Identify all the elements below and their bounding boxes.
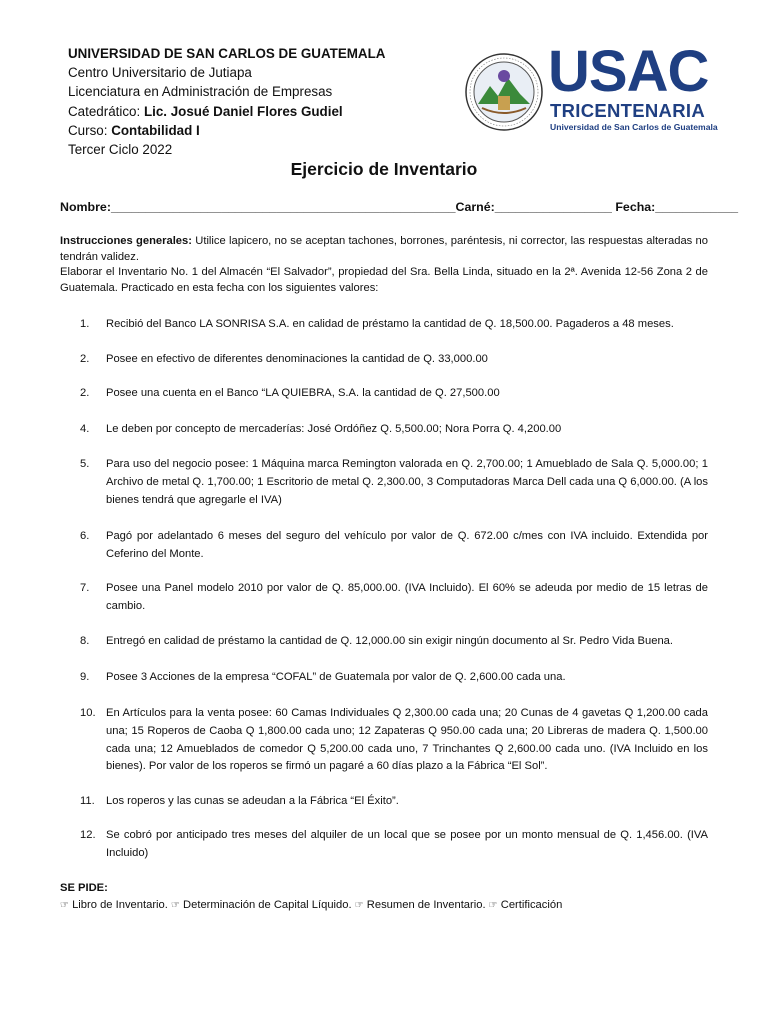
item-text: Le deben por concepto de mercaderías: José Ordóñez Q. 5,500.00; Nora Porra Q. 4,200.00 [106,423,562,435]
item-text: Posee 3 Acciones de la empresa “COFAL” de Guatemala por valor de Q. 2,600.00 cada una. [106,671,566,683]
pointing-hand-icon: ☞ [170,900,180,911]
item-number: 9. [80,671,90,683]
item-number: 8. [80,635,90,647]
pointing-hand-icon: ☞ [488,900,498,911]
list-item [80,705,708,776]
item-number: 6. [80,530,90,542]
carne-field: Carné:_________________ [455,200,612,214]
requirement-item: Resumen de Inventario. [366,899,486,911]
item-text: Pagó por adelantado 6 meses del seguro del vehículo por valor de Q. 672.00 c/mes con IVA incluido. Extendida por Ceferino del Monte. [106,530,708,560]
list-item [80,385,708,403]
requirements [60,880,562,914]
instructions-general [60,234,708,265]
list-item [80,669,708,687]
name-field: Nombre:__________________________________________________ [60,200,456,214]
page-title: Ejercicio de Inventario [290,159,478,179]
requirements-label: SE PIDE: [60,882,108,894]
item-number: 5. [80,458,90,470]
item-number: 4. [80,423,90,435]
item-number: 10. [80,707,96,719]
item-number: 12. [80,829,96,841]
list-item [80,351,708,369]
list-item [80,456,708,509]
course-name: Contabilidad I [111,122,200,138]
list-item [80,580,708,616]
usac-wordmark: USAC [548,39,709,104]
date-field: Fecha:____________ [615,200,738,214]
list-item [80,793,708,811]
degree-name: Licenciatura en Administración de Empresas [68,84,333,100]
center-name: Centro Universitario de Jutiapa [68,65,252,81]
item-text: Recibió del Banco LA SONRISA S.A. en calidad de préstamo la cantidad de Q. 18,500.00. Pagaderos a 48 meses. [106,318,674,330]
course-line [68,121,385,140]
list-item [80,827,708,863]
student-fields [60,200,738,214]
item-text: Se cobró por anticipado tres meses del alquiler de un local que se posee por un monto mensual de Q. 1,456.00. (IVA Incluido) [106,829,708,859]
list-item [80,421,708,439]
item-text: Posee una Panel modelo 2010 por valor de Q. 85,000.00. (IVA Incluido). El 60% se adeuda por medio de 15 letras de cambio. [106,582,708,612]
list-item [80,528,708,564]
professor-name: Lic. Josué Daniel Flores Gudiel [143,103,343,119]
item-number: 7. [80,582,90,594]
requirements-list [60,897,562,914]
list-item [80,316,708,334]
university-seal-icon [464,52,544,132]
requirement-item: Libro de Inventario. [72,899,168,911]
course-label: Curso: [68,122,108,138]
instructions-context: Elaborar el Inventario No. 1 del Almacén “El Salvador”, propiedad del Sra. Bella Linda, situado en la 2ª. Avenida 12-56 Zona 2 de Guatemala. Practicado en esta fecha con los siguientes valores: [60,266,708,294]
usac-logo [464,39,718,136]
pointing-hand-icon: ☞ [60,900,69,911]
header-block [68,44,385,159]
item-text: Posee en efectivo de diferentes denominaciones la cantidad de Q. 33,000.00 [106,353,488,365]
professor-label: Catedrático: [68,103,141,119]
item-text: Para uso del negocio posee: 1 Máquina marca Remington valorada en Q. 2,700.00; 1 Amueblado de Sala Q. 5,000.00; 1 Archivo de metal Q. 1,700.00; 1 Escritorio de metal Q. 2,300.00, 3 Computadoras Marca Dell cada una Q 6,000.00. (A los bienes tendrá que agregarle el IVA) [106,458,708,506]
professor-line [68,102,385,121]
item-number: 2. [80,387,90,399]
instructions-label: Instrucciones generales: [60,235,192,247]
item-number: 1. [80,318,90,330]
instructions-text: Utilice lapicero, no se aceptan tachones, borrones, paréntesis, ni corrector, las respuestas alteradas no tendrán validez. [60,235,708,263]
item-number: 2. [80,353,90,365]
requirement-item: Certificación [500,899,563,911]
university-name: UNIVERSIDAD DE SAN CARLOS DE GUATEMALA [68,46,386,61]
requirement-item: Determinación de Capital Líquido. [183,899,352,911]
item-text: Entregó en calidad de préstamo la cantidad de Q. 12,000.00 sin exigir ningún documento al Sr. Pedro Vida Buena. [106,635,674,647]
item-number: 11. [80,795,95,807]
item-text: Los roperos y las cunas se adeudan a la Fábrica “El Éxito”. [106,795,399,807]
item-text: En Artículos para la venta posee: 60 Camas Individuales Q 2,300.00 cada una; 20 Cunas de 4 gavetas Q 1,200.00 cada una; 15 Roperos de Caoba Q 1,800.00 cada uno; 12 Zapateras Q 950.00 cada una; 20 Libreras de madera Q. 1,500.00 cada una; 12 Amueblados de comedor Q 5,200.00 cada uno, 7 Trinchantes Q 2,600.00 cada uno. (IVA Incluido en los bienes). Por valor de los roperos se firmó un pagaré a 60 días plazo a la Fábrica “El Sol”. [106,707,708,773]
cycle: Tercer Ciclo 2022 [68,142,173,158]
tricentenaria-text: TRICENTENARIA [550,100,705,121]
item-text: Posee una cuenta en el Banco “LA QUIEBRA, S.A. la cantidad de Q. 27,500.00 [106,387,500,399]
instructions [60,234,708,296]
pointing-hand-icon: ☞ [354,900,364,911]
list-item [80,633,708,651]
logo-subtitle: Universidad de San Carlos de Guatemala [550,122,718,132]
